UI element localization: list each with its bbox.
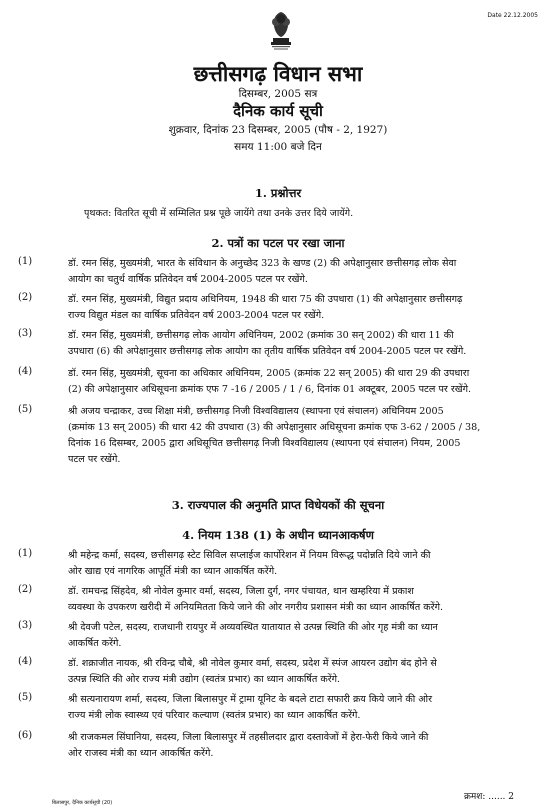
state-emblem-icon: [264, 8, 298, 52]
item-number: (3): [18, 328, 33, 339]
item-text: डॉ. रमन सिंह, मुख्यमंत्री, सूचना का अधिकार अधिनियम, 2005 (क्रमांक 22 सन् 2005) की धारा 29 की उपधारा (2) की अपेक्षानुसार अधिसूचना क्रमांक एफ 7 -16 / 2005 / 1 / 6, दिनांक 01 अक्टूबर, 2005 पटल पर रखेंगे.: [68, 368, 472, 395]
item-text: डॉ. रमन सिंह, मुख्यमंत्री, भारत के संविधान के अनुच्छेद 323 के खण्ड (2) की अपेक्षानुसार छत्तीसगढ़ लोक सेवा आयोग का चतुर्थ वार्षिक प्रतिवेदन वर्ष 2004-2005 पटल पर रखेंगे.: [68, 258, 457, 285]
item-number: (5): [18, 404, 33, 415]
footer-print-note: बिलासपुर, दैनिक कार्यसूची (20): [52, 800, 113, 806]
continued-note: क्रमश: ...... 2: [463, 792, 514, 802]
item-number: (4): [18, 366, 33, 377]
section-1-heading: 1. प्रश्नोत्तर: [254, 186, 302, 200]
section-1-text: पृथकत: वितरित सूची में सम्मिलित प्रश्न पूछे जायेंगे तथा उनके उत्तर दिये जायेंगे.: [84, 208, 354, 219]
item-text: डॉ. रमन सिंह, मुख्यमंत्री, छत्तीसगढ़ लोक आयोग अधिनियम, 2002 (क्रमांक 30 सन् 2002) की धारा 11 की उपधारा (6) की अपेक्षानुसार छत्तीसगढ़ लोक आयोग का तृतीय वार्षिक प्रतिवेदन वर्ष 2004-2005 पटल पर रखेंगे.: [68, 330, 467, 357]
session-label: दिसम्बर, 2005 सत्र: [238, 88, 318, 100]
item-text: श्री राजकमल सिंघानिया, सदस्य, जिला बिलासपुर में तहसीलदार द्वारा दस्तावेजों में हेरा-फेरी किये जाने की ओर राजस्व मंत्री का ध्यान आकर्षित करेंगे.: [68, 732, 429, 759]
section-4-heading: 4. नियम 138 (1) के अधीन ध्यानआकर्षण: [182, 528, 374, 542]
item-number: (1): [18, 256, 33, 267]
assembly-title: छत्तीसगढ़ विधान सभा: [193, 61, 363, 86]
sitting-time: समय 11:00 बजे दिन: [234, 141, 322, 153]
section-3-heading: 3. राज्यपाल की अनुमति प्राप्त विधेयकों की सूचना: [171, 498, 385, 512]
agenda-title: दैनिक कार्य सूची: [233, 102, 323, 120]
item-text: श्री देवजी पटेल, सदस्य, राजधानी रायपुर में अव्यवस्थित यातायात से उत्पन्न स्थिति की ओर गृह मंत्री का ध्यान आकर्षित करेंगे.: [68, 622, 438, 649]
item-number: (4): [18, 656, 33, 667]
item-number: (3): [18, 620, 33, 631]
item-number: (5): [18, 692, 33, 703]
section-2-heading: 2. पत्रों का पटल पर रखा जाना: [211, 236, 345, 250]
item-number: (2): [18, 292, 33, 303]
day-date: शुक्रवार, दिनांक 23 दिसम्बर, 2005 (पौष - 2, 1927): [168, 124, 388, 136]
item-text: डॉ. शक्राजीत नायक, श्री रविन्द्र चौबे, श्री नोवेल कुमार वर्मा, सदस्य, प्रदेश में स्पंज आयरन उद्योग बंद होने से उत्पन्न स्थिति की ओर राज्य मंत्री उद्योग (स्वतंत्र प्रभार) का ध्यान आकर्षित करेंगे.: [68, 658, 437, 685]
item-text: डॉ. रामचन्द्र सिंहदेव, श्री नोवेल कुमार वर्मा, सदस्य, जिला दुर्ग, नगर पंचायत, थान खम्हरिया में प्रकाश व्यवस्था के उपकरण खरीदी में अनियमितता किये जाने की ओर नगरीय प्रशासन मंत्री का ध्यान आकर्षित करेंगे.: [68, 586, 444, 613]
item-text: श्री महेन्द्र कर्मा, सदस्य, छत्तीसगढ़ स्टेट सिविल सप्लाईज कार्पोरेशन में नियम विरूद्ध पदोन्नति दिये जाने की ओर खाद्य एवं नागरिक आपूर्ति मंत्री का ध्यान आकर्षित करेंगे.: [68, 550, 431, 577]
item-number: (6): [18, 730, 33, 741]
item-number: (2): [18, 584, 33, 595]
item-text: श्री सत्यनारायण शर्मा, सदस्य, जिला बिलासपुर में ट्रामा यूनिट के बदले टाटा सफारी क्रय किये जाने की ओर राज्य मंत्री लोक स्वास्थ्य एवं परिवार कल्याण (स्वतंत्र प्रभार) का ध्यान आकर्षित करेंगे.: [68, 694, 433, 721]
document-date: Date 22.12.2005: [487, 12, 538, 19]
item-text: डॉ. रमन सिंह, मुख्यमंत्री, विद्युत प्रदाय अधिनियम, 1948 की धारा 75 की उपधारा (1) की अपेक्षानुसार छत्तीसगढ़ राज्य विद्युत मंडल का वार्षिक प्रतिवेदन वर्ष 2003-2004 पटल पर रखेंगे.: [68, 294, 463, 321]
item-number: (1): [18, 548, 33, 559]
item-text: श्री अजय चन्द्राकर, उच्च शिक्षा मंत्री, छत्तीसगढ़ निजी विश्वविद्यालय (स्थापना एवं संचालन) अधिनियम 2005 (क्रमांक 13 सन् 2005) की धारा 42 की उपधारा (3) की अपेक्षानुसार अधिसूचना क्रमांक एफ 3-62 / 2005 / 38, दिनांक 16 दिसम्बर, 2005 द्वारा अधिसूचित छत्तीसगढ़ निजी विश्वविद्यालय (स्थापना एवं संचालन) नियम, 2005 पटल पर रखेंगे.: [68, 406, 481, 465]
